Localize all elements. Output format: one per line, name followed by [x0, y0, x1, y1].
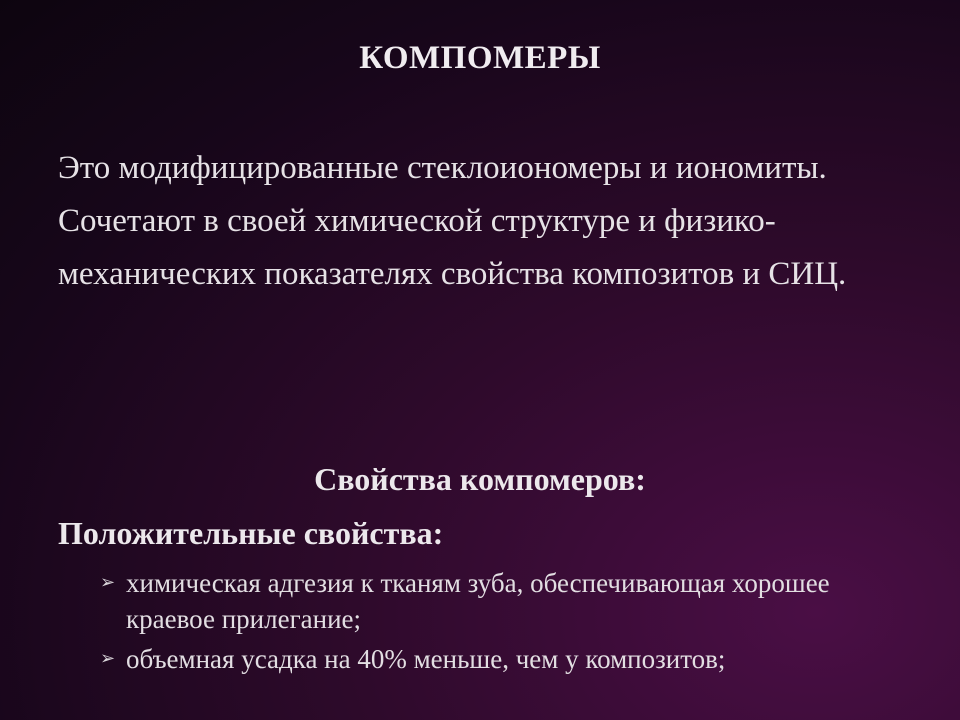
- list-item: [100, 565, 920, 637]
- intro-text: [58, 142, 918, 301]
- list-item: [100, 641, 920, 677]
- slide-title: КОМПОМЕРЫ: [359, 40, 601, 76]
- intro-paragraph: Это модифицированные стеклоиономеры и иономиты.: [58, 150, 827, 186]
- intro-paragraph: Сочетают в своей химической структуре и физико-механических показателях свойства композитов и СИЦ.: [58, 203, 847, 292]
- arrow-bullet-icon: ➢: [100, 648, 116, 669]
- bullet-text: объемная усадка на 40% меньше, чем у композитов;: [126, 644, 726, 674]
- properties-heading: Свойства компомеров:: [314, 461, 646, 497]
- arrow-bullet-icon: ➢: [100, 572, 116, 593]
- bullet-text: химическая адгезия к тканям зуба, обеспечивающая хорошее краевое прилегание;: [126, 568, 830, 634]
- positive-properties-heading: Положительные свойства:: [58, 515, 444, 551]
- bullet-list: [100, 565, 920, 681]
